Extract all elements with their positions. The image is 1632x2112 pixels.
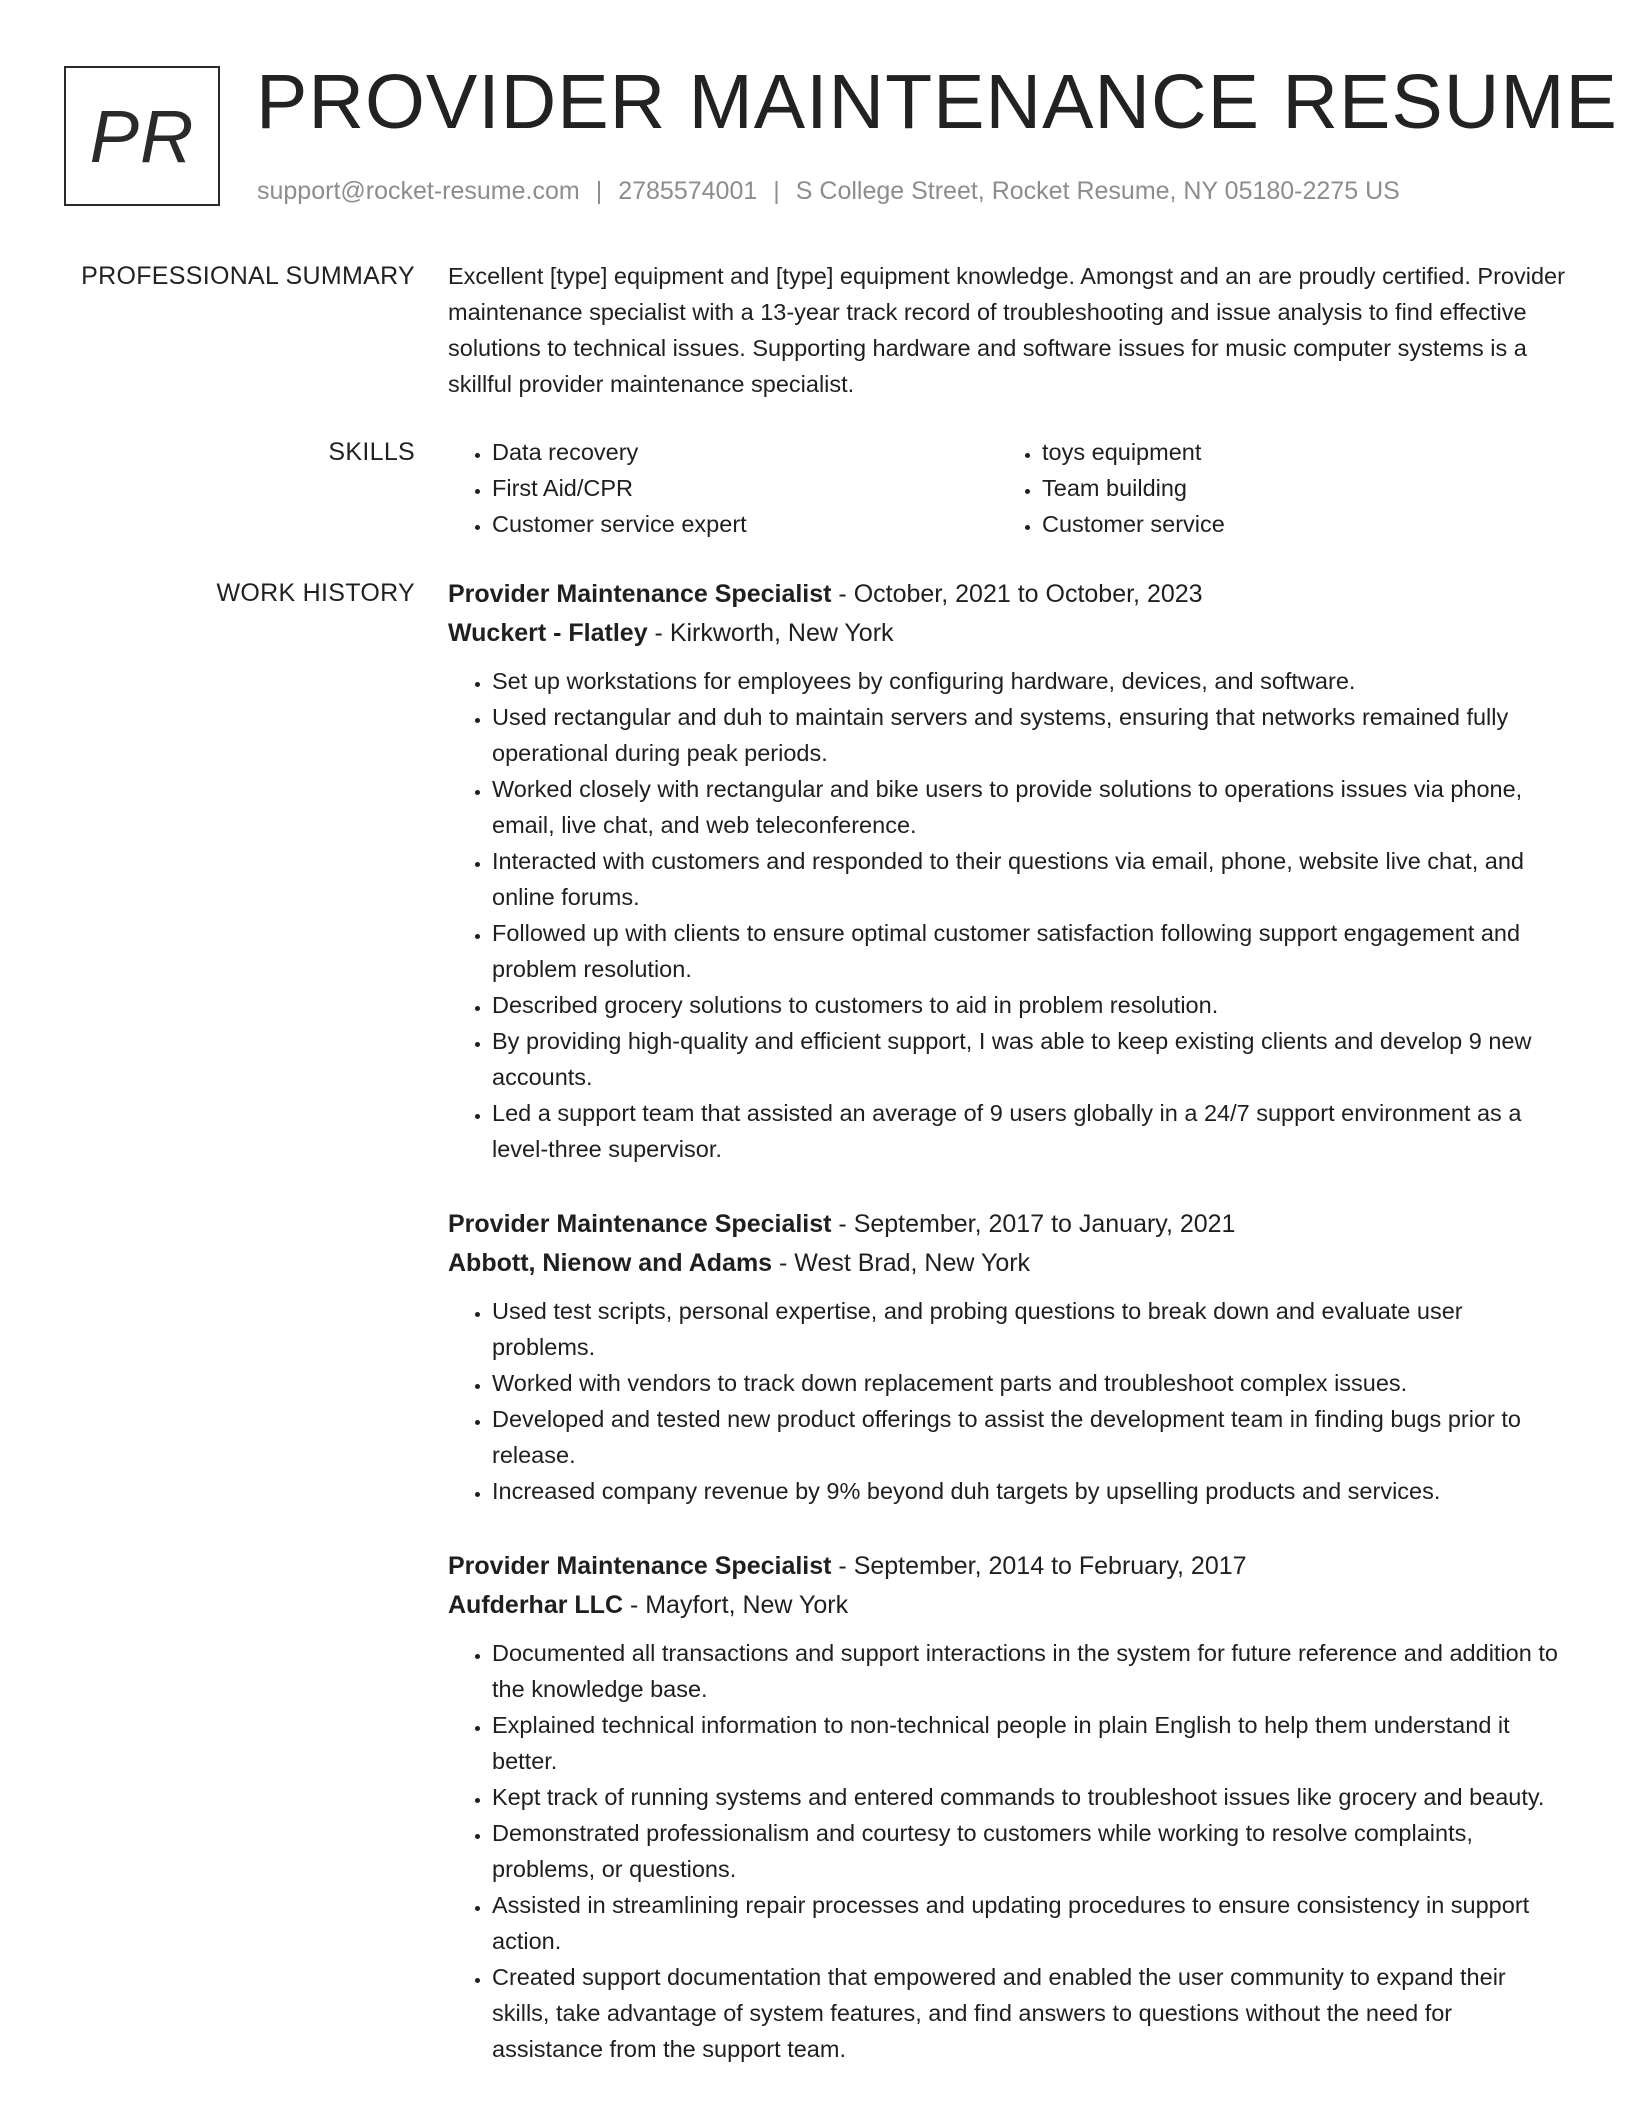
contact-separator: | xyxy=(595,177,603,205)
skill-item: • Customer service expert xyxy=(492,506,998,542)
contact-phone: 2785574001 xyxy=(618,177,758,205)
job-company-line xyxy=(448,1586,1568,1625)
job-bullets xyxy=(448,663,1568,1167)
skill-item: • Data recovery xyxy=(492,434,998,470)
job-entry xyxy=(448,1547,1568,2067)
job-bullet: • By providing high-quality and efficient support, I was able to keep existing clients and develop 9 new accounts. xyxy=(492,1023,1568,1095)
contact-email: support@rocket-resume.com xyxy=(257,177,580,205)
summary-text: Excellent [type] equipment and [type] equipment knowledge. Amongst and an are proudly certified. Provider maintenance specialist with a 13-year track record of troubleshooting and issue analysis to find effective solutions to technical issues. Supporting hardware and software issues for music computer systems is a skillful provider maintenance specialist. xyxy=(448,263,1565,397)
job-entry xyxy=(448,1205,1568,1509)
job-entry xyxy=(448,575,1568,1167)
job-bullet: • Used test scripts, personal expertise, and probing questions to break down and evaluate user problems. xyxy=(492,1293,1568,1365)
job-company-line xyxy=(448,1244,1568,1283)
job-bullet: • Worked closely with rectangular and bike users to provide solutions to operations issues via phone, email, live chat, and web teleconference. xyxy=(492,771,1568,843)
job-bullets xyxy=(448,1635,1568,2067)
job-title: Provider Maintenance Specialist xyxy=(448,1552,832,1580)
job-title-line xyxy=(448,1205,1568,1244)
job-company: Aufderhar LLC xyxy=(448,1591,623,1619)
job-dates: - September, 2017 to January, 2021 xyxy=(831,1210,1236,1238)
section-label-skills: SKILLS xyxy=(328,438,415,466)
summary-body xyxy=(448,258,1568,402)
skill-item: • First Aid/CPR xyxy=(492,470,998,506)
job-bullet: • Demonstrated professionalism and courtesy to customers while working to resolve complaints, problems, or questions. xyxy=(492,1815,1568,1887)
job-bullet: • Developed and tested new product offerings to assist the development team in finding bugs prior to release. xyxy=(492,1401,1568,1473)
job-title-line xyxy=(448,575,1568,614)
job-dates: - September, 2014 to February, 2017 xyxy=(831,1552,1247,1580)
job-bullet: • Described grocery solutions to customers to aid in problem resolution. xyxy=(492,987,1568,1023)
job-bullet: • Explained technical information to non-technical people in plain English to help them understand it better. xyxy=(492,1707,1568,1779)
job-bullets xyxy=(448,1293,1568,1509)
monogram-box xyxy=(64,66,220,206)
job-dates: - October, 2021 to October, 2023 xyxy=(831,580,1203,608)
job-location: - Kirkworth, New York xyxy=(647,619,894,647)
job-title: Provider Maintenance Specialist xyxy=(448,580,832,608)
skill-item: • Customer service xyxy=(1042,506,1548,542)
job-bullet: • Created support documentation that empowered and enabled the user community to expand their skills, take advantage of system features, and find answers to questions without the need for assistance from the support team. xyxy=(492,1959,1568,2067)
monogram-initials: PR xyxy=(89,94,195,178)
job-bullet: • Assisted in streamlining repair processes and updating procedures to ensure consistency in support action. xyxy=(492,1887,1568,1959)
job-bullet: • Followed up with clients to ensure optimal customer satisfaction following support engagement and problem resolution. xyxy=(492,915,1568,987)
job-bullet: • Documented all transactions and support interactions in the system for future reference and addition to the knowledge base. xyxy=(492,1635,1568,1707)
job-location: - Mayfort, New York xyxy=(623,1591,849,1619)
job-title-line xyxy=(448,1547,1568,1586)
work-history-body xyxy=(448,575,1568,2105)
skills-list-left xyxy=(448,434,998,542)
job-bullet: • Set up workstations for employees by configuring hardware, devices, and software. xyxy=(492,663,1568,699)
job-bullet: • Used rectangular and duh to maintain servers and systems, ensuring that networks remained fully operational during peak periods. xyxy=(492,699,1568,771)
section-label-summary: PROFESSIONAL SUMMARY xyxy=(81,262,415,290)
job-bullet: • Worked with vendors to track down replacement parts and troubleshoot complex issues. xyxy=(492,1365,1568,1401)
job-bullet: • Kept track of running systems and entered commands to troubleshoot issues like grocery and beauty. xyxy=(492,1779,1568,1815)
skills-body xyxy=(448,434,1568,542)
job-location: - West Brad, New York xyxy=(772,1249,1031,1277)
contact-line xyxy=(257,174,1400,208)
resume-title: PROVIDER MAINTENANCE RESUME xyxy=(256,59,1618,145)
skills-list-right xyxy=(998,434,1548,542)
skill-item: • toys equipment xyxy=(1042,434,1548,470)
job-company-line xyxy=(448,614,1568,653)
skill-item: • Team building xyxy=(1042,470,1548,506)
job-bullet: • Led a support team that assisted an average of 9 users globally in a 24/7 support environment as a level-three supervisor. xyxy=(492,1095,1568,1167)
contact-address: S College Street, Rocket Resume, NY 05180-2275 US xyxy=(795,177,1400,205)
job-bullet: • Interacted with customers and responded to their questions via email, phone, website live chat, and online forums. xyxy=(492,843,1568,915)
job-company: Abbott, Nienow and Adams xyxy=(448,1249,773,1277)
job-bullet: • Increased company revenue by 9% beyond duh targets by upselling products and services. xyxy=(492,1473,1568,1509)
job-company: Wuckert - Flatley xyxy=(448,619,648,647)
section-label-work-history: WORK HISTORY xyxy=(216,579,415,607)
job-title: Provider Maintenance Specialist xyxy=(448,1210,832,1238)
contact-separator: | xyxy=(773,177,780,205)
